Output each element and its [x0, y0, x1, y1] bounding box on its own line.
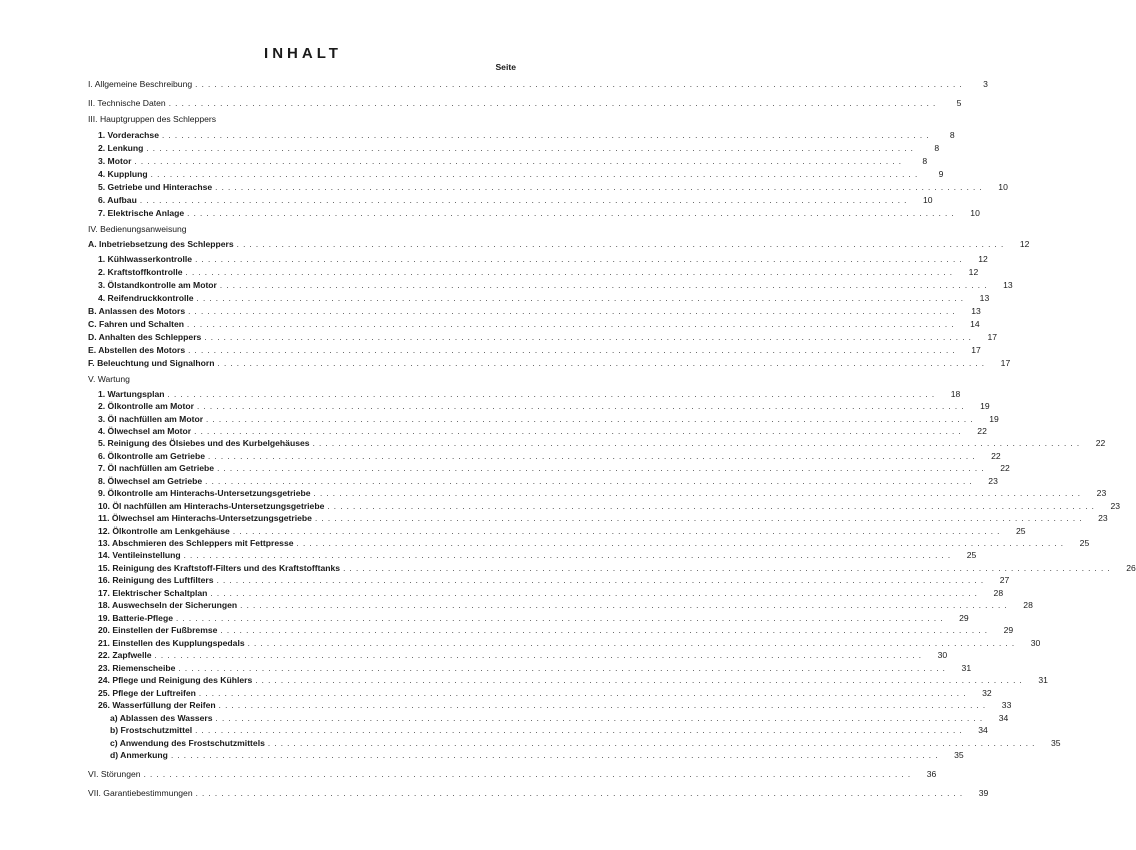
toc-entry-label: 19. Batterie-Pflege: [98, 613, 173, 623]
toc-entry-page: 23: [1098, 513, 1108, 523]
toc-entry-page: 25: [1015, 526, 1026, 536]
dot-leader: ........................................................................................................................: [215, 183, 986, 192]
toc-entry: [88, 223, 517, 235]
dot-leader: ........................................................................................................................: [195, 255, 966, 264]
toc-entry: [98, 599, 1033, 611]
toc-entry: [98, 413, 999, 425]
dot-leader: ........................................................................................................................: [312, 439, 1084, 448]
toc-entry: [98, 142, 940, 154]
toc-entry-label: B. Anlassen des Motors: [88, 306, 186, 316]
dot-leader: ........................................................................................................................: [218, 701, 990, 710]
dot-leader: ........................................................................................................................: [146, 144, 918, 153]
dot-leader: ........................................................................................................................: [314, 514, 1086, 523]
dot-leader: ........................................................................................................................: [187, 209, 958, 218]
dot-leader: ........................................................................................................................: [178, 664, 950, 673]
toc-entry: [98, 253, 988, 265]
toc-entry: [98, 549, 977, 561]
toc-entry-page: 12: [978, 254, 988, 264]
toc-entry: [98, 168, 944, 180]
toc-entry-page: 5: [956, 98, 962, 108]
toc-entry-label: 25. Pflege der Luftreifen: [98, 688, 196, 698]
toc-entry-label: 1. Vorderachse: [98, 130, 159, 140]
toc-entry-page: 14: [970, 319, 980, 329]
dot-leader: ........................................................................................................................: [195, 80, 966, 89]
toc-entry: [110, 712, 1009, 724]
toc-entry-label: A. Inbetriebsetzung des Schleppers: [88, 239, 234, 249]
toc-entry-label: 21. Einstellen des Kupplungspedals: [98, 638, 245, 648]
toc-entry: [98, 637, 1041, 649]
toc-entry-page: 3: [983, 79, 988, 89]
dot-leader: ........................................................................................................................: [198, 689, 970, 698]
toc-entry: [98, 437, 1106, 449]
toc-entry-label: 20. Einstellen der Fußbremse: [98, 625, 218, 635]
toc-entry: [110, 749, 964, 761]
toc-entry-label: 4. Kupplung: [98, 169, 148, 179]
toc-entry-page: 36: [926, 769, 937, 779]
dot-leader: ........................................................................................................................: [296, 539, 1068, 548]
toc-entry-page: 29: [1003, 625, 1014, 635]
toc-entry-label: E. Abstellen des Motors: [88, 345, 186, 355]
dot-leader: ........................................................................................................................: [161, 131, 933, 140]
toc-entry-page: 22: [977, 426, 987, 436]
toc-entry-page: 13: [1003, 280, 1013, 290]
toc-entry: [88, 78, 988, 90]
toc-entry-label: 12. Ölkontrolle am Lenkgehäuse: [98, 526, 230, 536]
toc-entry-page: 17: [987, 332, 998, 342]
toc-entry: [98, 194, 933, 206]
dot-leader: ........................................................................................................................: [343, 564, 1114, 573]
toc-entry-page: 23: [1110, 501, 1121, 511]
toc-entry-page: 31: [961, 663, 972, 673]
toc-entry-label: 13. Abschmieren des Schleppers mit Fettpresse: [98, 538, 294, 548]
dot-leader: ........................................................................................................................: [168, 99, 940, 108]
toc-entry-label: VI. Störungen: [88, 769, 141, 779]
toc-entry-page: 26: [1126, 563, 1136, 573]
dot-leader: ........................................................................................................................: [188, 307, 959, 316]
toc-entry: [88, 787, 989, 799]
toc-entry: [98, 425, 987, 437]
toc-entry: [98, 388, 961, 400]
dot-leader: ........................................................................................................................: [205, 477, 976, 486]
toc-entry-page: 10: [998, 182, 1008, 192]
dot-leader: ........................................................................................................................: [195, 726, 966, 735]
toc-entry-page: 17: [1000, 358, 1011, 368]
dot-leader: ........................................................................................................................: [206, 415, 977, 424]
dot-leader: ........................................................................................................................: [217, 359, 989, 368]
dot-leader: ........................................................................................................................: [188, 346, 959, 355]
dot-leader: ........................................................................................................................: [313, 489, 1085, 498]
toc-entry: [98, 674, 1048, 686]
toc-entry: [98, 155, 928, 167]
toc-entry-label: 4. Reifendruckkontrolle: [98, 293, 194, 303]
dot-leader: ........................................................................................................................: [217, 464, 988, 473]
toc-entry: [88, 305, 981, 317]
toc-entry-page: 28: [1023, 600, 1033, 610]
toc-entry: [98, 562, 1136, 574]
toc-entry-label: 5. Getriebe und Hinterachse: [98, 182, 213, 192]
toc-entry-page: 8: [934, 143, 940, 153]
toc-entry-page: 23: [1096, 488, 1107, 498]
toc-entry: [88, 344, 981, 356]
toc-entry-label: VII. Garantiebestimmungen: [88, 788, 193, 798]
toc-entry-label: IV. Bedienungsanweisung: [88, 224, 187, 234]
toc-entry: [88, 113, 517, 125]
dot-leader: ........................................................................................................................: [216, 576, 988, 585]
toc-entry-page: 31: [1038, 675, 1048, 685]
toc-entry: [98, 574, 1010, 586]
toc-entry-label: 1. Wartungsplan: [98, 389, 165, 399]
toc-entry-label: 22. Zapfwelle: [98, 650, 152, 660]
toc-entry-label: 8. Ölwechsel am Getriebe: [98, 476, 203, 486]
toc-entry-page: 28: [993, 588, 1004, 598]
toc-entry-label: 10. Öl nachfüllen am Hinterachs-Untersetzungsgetriebe: [98, 501, 325, 511]
toc-entry-label: 2. Lenkung: [98, 143, 144, 153]
toc-entry: [98, 512, 1108, 524]
toc-entry: [98, 129, 955, 141]
toc-entry-page: 12: [1019, 239, 1030, 249]
toc-entry: [98, 699, 1012, 711]
toc-entry-label: 16. Reinigung des Luftfilters: [98, 575, 214, 585]
toc-entry: [98, 525, 1026, 537]
toc-entry-page: 17: [971, 345, 981, 355]
toc-entry-label: C. Fahren und Schalten: [88, 319, 184, 329]
dot-leader: ........................................................................................................................: [185, 268, 957, 277]
dot-leader: ........................................................................................................................: [139, 196, 911, 205]
dot-leader: ........................................................................................................................: [267, 739, 1039, 748]
dot-leader: ........................................................................................................................: [215, 714, 987, 723]
toc-entry-label: 3. Öl nachfüllen am Motor: [98, 414, 204, 424]
dot-leader: ........................................................................................................................: [240, 601, 1011, 610]
toc-entry: [98, 537, 1090, 549]
toc-entry: [98, 266, 979, 278]
toc-entry-page: 27: [999, 575, 1010, 585]
toc-entry-label: 3. Motor: [98, 156, 132, 166]
page-title: INHALT: [264, 45, 342, 62]
toc-entry-page: 22: [1095, 438, 1106, 448]
toc-entry-page: 10: [923, 195, 933, 205]
toc-entry-label: 3. Ölstandkontrolle am Motor: [98, 280, 217, 290]
toc-entry: [98, 181, 1008, 193]
toc-entry-label: d) Anmerkung: [110, 750, 168, 760]
toc-entry-page: 12: [968, 267, 979, 277]
toc-entry-label: 23. Riemenscheibe: [98, 663, 176, 673]
toc-entry: [98, 279, 1013, 291]
toc-entry-label: 11. Ölwechsel am Hinterachs-Untersetzungsgetriebe: [98, 513, 312, 523]
toc-entry-page: 33: [1001, 700, 1012, 710]
toc-entry: [98, 624, 1014, 636]
toc-entry: [98, 612, 969, 624]
toc-entry: [98, 450, 1001, 462]
toc-entry-page: 22: [1000, 463, 1010, 473]
toc-entry-label: c) Anwendung des Frostschutzmittels: [110, 738, 265, 748]
toc-entry-label: 2. Ölkontrolle am Motor: [98, 401, 194, 411]
dot-leader: ........................................................................................................................: [220, 626, 992, 635]
toc-entry: [88, 768, 937, 780]
toc-entry: [98, 475, 998, 487]
toc-entry-page: 39: [978, 788, 989, 798]
dot-leader: ........................................................................................................................: [232, 527, 1004, 536]
toc-entry: [88, 318, 980, 330]
toc-entry-page: 34: [978, 725, 988, 735]
toc-entry-label: 26. Wasserfüllung der Reifen: [98, 700, 216, 710]
toc-entry-page: 25: [1079, 538, 1090, 548]
toc-entry-page: 30: [1030, 638, 1041, 648]
toc-entry: [98, 500, 1121, 512]
toc-entry: [88, 97, 962, 109]
toc-entry-label: 6. Aufbau: [98, 195, 137, 205]
toc-entry-label: 24. Pflege und Reinigung des Kühlers: [98, 675, 253, 685]
toc-entry: [88, 331, 998, 343]
toc-entry: [98, 400, 990, 412]
toc-entry: [110, 724, 988, 736]
dot-leader: ........................................................................................................................: [204, 333, 976, 342]
toc-entry-page: 32: [982, 688, 992, 698]
toc-entry-page: 34: [998, 713, 1009, 723]
toc-entry-page: 29: [959, 613, 969, 623]
dot-leader: ........................................................................................................................: [154, 651, 926, 660]
dot-leader: ........................................................................................................................: [255, 676, 1026, 685]
toc-entry: [88, 357, 1011, 369]
dot-leader: ........................................................................................................................: [327, 502, 1099, 511]
toc-entry: [98, 587, 1004, 599]
dot-leader: ........................................................................................................................: [186, 320, 958, 329]
toc-entry-label: 15. Reinigung des Kraftstoff-Filters und des Kraftstofftanks: [98, 563, 341, 573]
dot-leader: ........................................................................................................................: [195, 789, 967, 798]
toc-entry: [98, 207, 980, 219]
toc-entry-page: 35: [1051, 738, 1061, 748]
dot-leader: ........................................................................................................................: [176, 614, 947, 623]
toc-entry-label: 7. Öl nachfüllen am Getriebe: [98, 463, 215, 473]
toc-entry-label: D. Anhalten des Schleppers: [88, 332, 202, 342]
dot-leader: ........................................................................................................................: [194, 427, 965, 436]
toc-entry: [98, 487, 1107, 499]
toc-entry-page: 22: [991, 451, 1001, 461]
dot-leader: ........................................................................................................................: [167, 390, 939, 399]
toc-entry-page: 10: [970, 208, 980, 218]
toc-entry-page: 13: [979, 293, 990, 303]
toc-entry-page: 19: [989, 414, 999, 424]
dot-leader: ........................................................................................................................: [150, 170, 922, 179]
dot-leader: ........................................................................................................................: [170, 751, 942, 760]
toc-entry-label: 9. Ölkontrolle am Hinterachs-Untersetzungsgetriebe: [98, 488, 311, 498]
toc-entry-label: 5. Reinigung des Ölsiebes und des Kurbelgehäuses: [98, 438, 310, 448]
toc-entry-label: 2. Kraftstoffkontrolle: [98, 267, 183, 277]
toc-entry-label: 18. Auswechseln der Sicherungen: [98, 600, 238, 610]
toc-entry-label: 6. Ölkontrolle am Getriebe: [98, 451, 205, 461]
toc-entry-label: V. Wartung: [88, 374, 130, 384]
dot-leader: ........................................................................................................................: [219, 281, 991, 290]
toc-entry-label: 14. Ventileinstellung: [98, 550, 181, 560]
toc-entry-page: 30: [937, 650, 948, 660]
toc-entry-page: 19: [980, 401, 990, 411]
toc-entry-page: 35: [954, 750, 964, 760]
toc-entry-page: 8: [949, 130, 955, 140]
toc-entry: [88, 238, 1030, 250]
toc-entry: [98, 662, 972, 674]
toc-entry: [98, 649, 948, 661]
dot-leader: ........................................................................................................................: [207, 452, 979, 461]
dot-leader: ........................................................................................................................: [134, 157, 906, 166]
toc-entry-label: 4. Ölwechsel am Motor: [98, 426, 192, 436]
toc-entry-page: 13: [971, 306, 981, 316]
toc-entry: [88, 373, 517, 385]
dot-leader: ........................................................................................................................: [143, 770, 915, 779]
toc-entry-page: 25: [966, 550, 977, 560]
toc-entry-page: 8: [922, 156, 928, 166]
toc-entry-label: II. Technische Daten: [88, 98, 166, 108]
toc-entry-label: I. Allgemeine Beschreibung: [88, 79, 193, 89]
dot-leader: ........................................................................................................................: [236, 240, 1008, 249]
dot-leader: ........................................................................................................................: [247, 639, 1019, 648]
dot-leader: ........................................................................................................................: [183, 551, 955, 560]
dot-leader: ........................................................................................................................: [196, 294, 968, 303]
toc-entry-label: III. Hauptgruppen des Schleppers: [88, 114, 217, 124]
dot-leader: ........................................................................................................................: [196, 402, 968, 411]
toc-entry: [98, 292, 990, 304]
toc-entry-page: 9: [938, 169, 944, 179]
toc-entry: [98, 687, 992, 699]
toc-entry-label: b) Frostschutzmittel: [110, 725, 193, 735]
toc-entry-page: 23: [988, 476, 998, 486]
toc-entry: [98, 462, 1010, 474]
toc-entry: [110, 737, 1061, 749]
toc-entry-label: F. Beleuchtung und Signalhorn: [88, 358, 215, 368]
page-column-header: Seite: [495, 62, 516, 72]
toc-entry-label: 1. Kühlwasserkontrolle: [98, 254, 193, 264]
dot-leader: ........................................................................................................................: [210, 589, 982, 598]
toc-entry-label: 17. Elektrischer Schaltplan: [98, 588, 208, 598]
toc-entry-label: a) Ablassen des Wassers: [110, 713, 213, 723]
toc-entry-label: 7. Elektrische Anlage: [98, 208, 185, 218]
toc-entry-page: 18: [950, 389, 961, 399]
